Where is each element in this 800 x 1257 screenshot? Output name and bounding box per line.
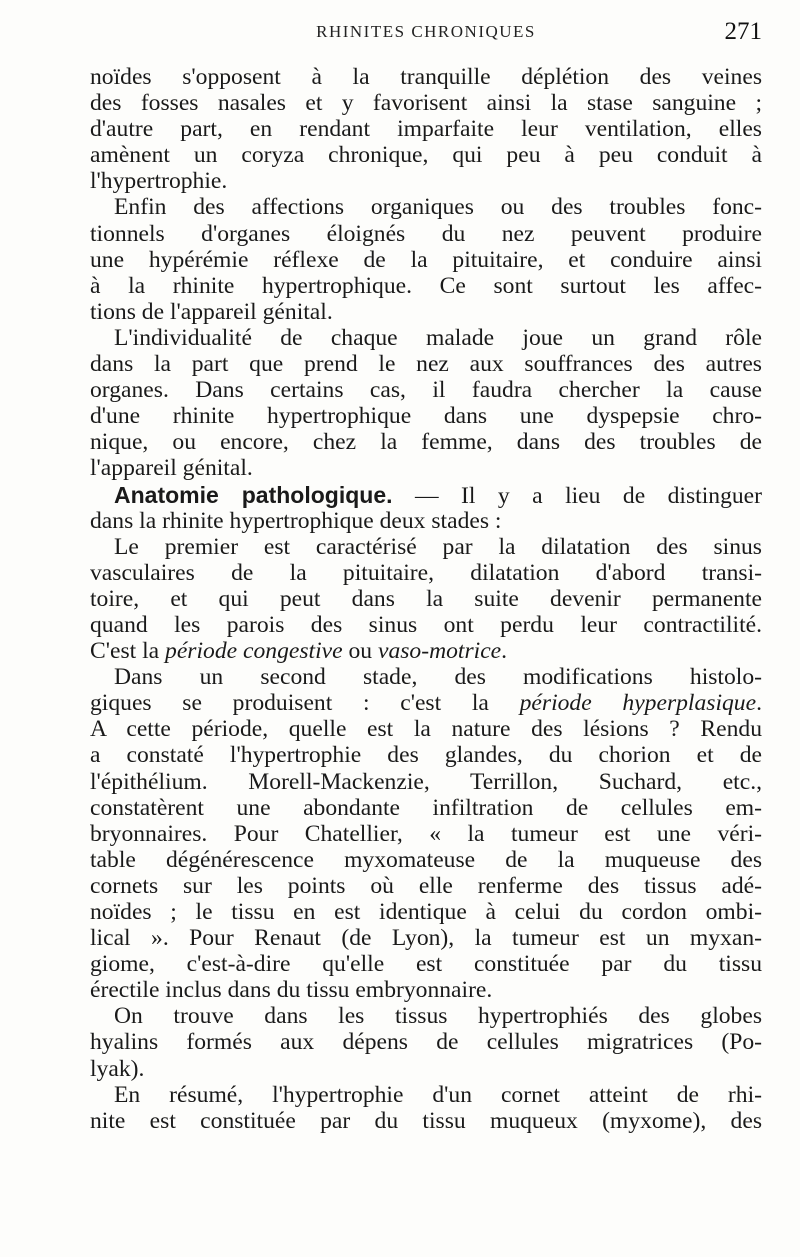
text-line: quand les parois des sinus ont perdu leur contractilité. [90,611,762,638]
text-segment: . [756,690,762,717]
text-line: hyalins formés aux dépens de cellules migratrices (Po- [90,1029,762,1056]
text-line: L'individualité de chaque malade joue un grand rôle [114,324,762,351]
body-text [90,64,762,1134]
text-line: organes. Dans certains cas, il faudra chercher la cause [90,377,762,404]
text-segment: ou [342,638,378,665]
text-line: vasculaires de la pituitaire, dilatation d'abord transi- [90,559,762,586]
text-line: A cette période, quelle est la nature des lésions ? Rendu [90,716,762,743]
text-line: Le premier est caractérisé par la dilatation des sinus [114,533,762,560]
text-line: érectile inclus dans du tissu embryonnaire. [90,977,493,1004]
text-line: dans la rhinite hypertrophique deux stades : [90,507,502,534]
text-line: toire, et qui peut dans la suite devenir permanente [90,585,762,612]
text-line: lical ». Pour Renaut (de Lyon), la tumeur est un myxan- [90,925,762,952]
text-line: constatèrent une abondante infiltration de cellules em- [90,794,762,821]
section-heading: Anatomie pathologique. [114,481,393,508]
text-line: nique, ou encore, chez la femme, dans des troubles de [90,429,762,456]
text-segment: . [501,638,508,665]
text-line-heading [90,482,762,508]
italic-term: période hyperplasique [519,690,757,717]
running-head [90,18,762,48]
text-line: Enfin des affections organiques ou des troubles fonc- [114,194,762,221]
text-line: On trouve dans les tissus hypertrophiés des globes [114,1003,762,1030]
text-line: d'une rhinite hypertrophique dans une dyspepsie chro- [90,403,762,430]
text-segment: C'est la [90,638,160,665]
text-segment: giques se produisent : c'est la [90,690,489,717]
page-number: 271 [724,18,762,45]
text-line: noïdes ; le tissu en est identique à celui du cordon ombi- [90,899,762,925]
italic-term: période congestive [165,638,343,665]
text-line: amènent un coryza chronique, qui peu à peu conduit à [90,142,762,169]
text-line: d'autre part, en rendant imparfaite leur ventilation, elles [90,116,762,143]
text-line: à la rhinite hypertrophique. Ce sont surtout les affec- [90,272,762,299]
heading-trailing-text: — Il y a lieu de distinguer [414,482,762,509]
text-line: tions de l'appareil génital. [90,298,333,325]
text-line: cornets sur les points où elle renferme des tissus adé- [90,872,762,899]
italic-term: vaso-motrice [377,638,502,665]
text-line-emphasis [90,690,762,716]
text-line: des fosses nasales et y favorisent ainsi la stase sanguine ; [90,90,762,117]
text-line: l'épithélium. Morell-Mackenzie, Terrillon, Suchard, etc., [90,768,762,795]
text-line: l'hypertrophie. [90,168,228,195]
text-line-emphasis [90,638,762,664]
text-line: giome, c'est-à-dire qu'elle est constituée par du tissu [90,951,762,978]
text-line: En résumé, l'hypertrophie d'un cornet atteint de rhi- [114,1081,762,1108]
text-line: noïdes s'opposent à la tranquille déplétion des veines [90,64,762,90]
text-line: Dans un second stade, des modifications histolo- [114,664,762,691]
text-line: nite est constituée par du tissu muqueux (myxome), des [90,1107,762,1134]
text-line: dans la part que prend le nez aux souffrances des autres [90,351,762,378]
text-line: table dégénérescence myxomateuse de la muqueuse des [90,846,762,873]
text-line: lyak). [90,1055,145,1082]
text-line: tionnels d'organes éloignés du nez peuvent produire [90,220,762,247]
text-line: bryonnaires. Pour Chatellier, « la tumeur est une véri- [90,820,762,847]
running-title: RHINITES CHRONIQUES [316,22,536,41]
text-line: une hypérémie réflexe de la pituitaire, et conduire ainsi [90,246,762,273]
text-line: a constaté l'hypertrophie des glandes, du chorion et de [90,742,762,769]
text-line: l'appareil génital. [90,455,253,482]
